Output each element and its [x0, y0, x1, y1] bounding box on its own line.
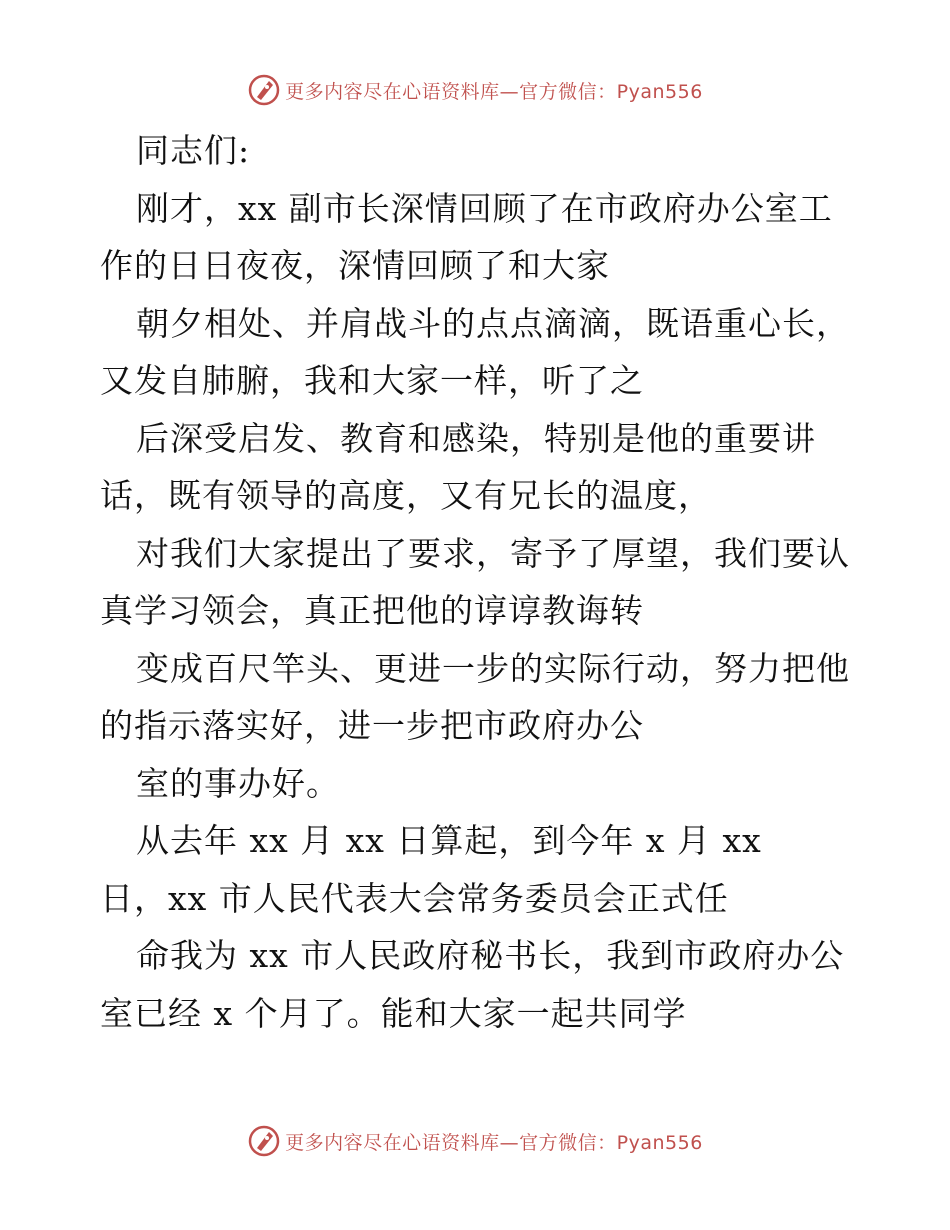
- pen-nib-logo-icon: [247, 1124, 281, 1158]
- footer-banner-text: 更多内容尽在心语资料库—官方微信：Pyan556: [285, 1131, 703, 1154]
- footer-banner: [0, 1121, 950, 1161]
- text-line: 从去年 xx 月 xx 日算起，到今年 x 月 xx: [136, 821, 762, 860]
- text-line: 朝夕相处、并肩战斗的点点滴滴，既语重心长，: [136, 303, 850, 343]
- text-line: 后深受启发、教育和感染，特别是他的重要讲: [136, 418, 816, 458]
- text-line: 对我们大家提出了要求，寄予了厚望，我们要认: [136, 533, 850, 573]
- text-line: 又发自肺腑，我和大家一样，听了之: [100, 361, 644, 400]
- pen-nib-logo-icon: [247, 73, 281, 107]
- text-line: 命我为 xx 市人民政府秘书长，我到市政府办公: [136, 936, 845, 975]
- document-body: [100, 122, 860, 1042]
- text-line: 话，既有领导的高度，又有兄长的温度，: [100, 476, 712, 515]
- text-line: 变成百尺竿头、更进一步的实际行动，努力把他: [136, 648, 850, 688]
- header-banner-text: 更多内容尽在心语资料库—官方微信：Pyan556: [285, 80, 703, 103]
- text-line: 同志们:: [136, 131, 251, 170]
- text-line: 室已经 x 个月了。能和大家一起共同学: [100, 993, 687, 1033]
- text-line: 作的日日夜夜，深情回顾了和大家: [100, 246, 610, 285]
- text-line: 日，xx 市人民代表大会常务委员会正式任: [100, 878, 729, 918]
- text-line: 室的事办好。: [136, 763, 340, 803]
- header-banner: [0, 70, 950, 110]
- text-line: 真学习领会，真正把他的谆谆教诲转: [100, 591, 644, 630]
- text-line: 刚才，xx 副市长深情回顾了在市政府办公室工: [136, 188, 833, 228]
- text-line: 的指示落实好，进一步把市政府办公: [100, 706, 644, 745]
